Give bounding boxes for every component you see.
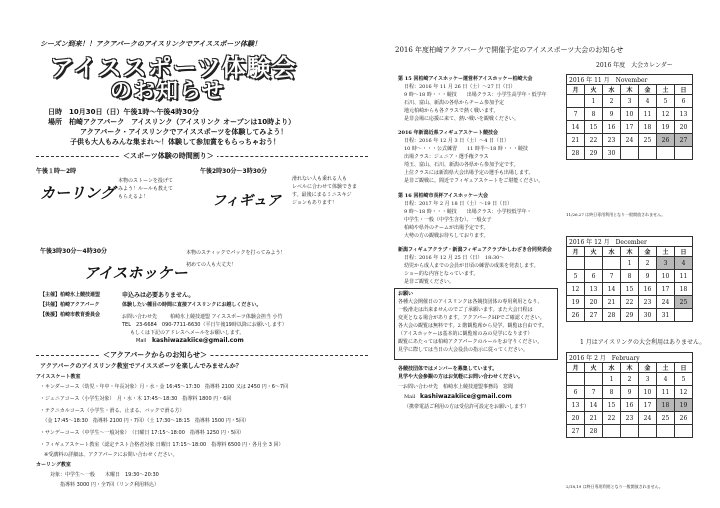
calendar-day: 25 (675, 296, 693, 309)
weekday-header: 日 (675, 363, 693, 373)
calendar-day: 30 (603, 147, 621, 160)
calendar-day: 14 (585, 399, 603, 412)
weekday-header: 火 (585, 363, 603, 373)
calendar-day: 28 (567, 147, 585, 160)
event-3-line-4: 柏崎や県外のチームが出場予定です。 (404, 225, 489, 231)
notice-line-5: （アイスホッケーは基本的に観覧席のみの見学になります） (398, 331, 533, 337)
event-2-line-1: 日程：2016 年 12 月 3 日（土）～4 日（日） (404, 138, 509, 144)
calendar-day: 7 (567, 108, 585, 121)
calendar-day: 19 (567, 296, 585, 309)
calendar-day: 4 (639, 95, 657, 108)
calendar-day: 16 (621, 399, 639, 412)
calendar-day: 13 (675, 108, 693, 121)
calendar-day: 15 (621, 283, 639, 296)
calendar-month-label: 2016 年 2 月 February (567, 353, 693, 363)
skate-line-1: ・キンダーコース（幼児・年中・年長対象）月・水・金 16:45～17:30 指導料 2100 又は 2450 円・6～7回 (40, 384, 289, 390)
event-4-line-1: 日程：2016 年 12 月 25 日（日） 18:30～ (404, 255, 505, 261)
skate-footnote: ※受講料の詳細は、アクアパークにお問い合わせください。 (44, 452, 178, 458)
calendar-day: 11 (657, 386, 675, 399)
calendar-day: 23 (603, 134, 621, 147)
calendar-day (585, 257, 603, 270)
calendar-day: 24 (657, 296, 675, 309)
calendar-day: 5 (657, 95, 675, 108)
calendar-day: 18 (657, 399, 675, 412)
right-title: 2016 年度柏崎アクアパークで開催予定のアイススポーツ大会のお知らせ (395, 46, 624, 54)
calendar-day: 20 (585, 296, 603, 309)
calendar-day (675, 147, 693, 160)
calendar-day: 19 (657, 121, 675, 134)
title-line-2: のお知らせ (110, 79, 225, 104)
weekday-header: 水 (603, 363, 621, 373)
contact-mail-label: Mail (136, 338, 147, 344)
event-1-line-3: 石川、富山、新潟の各県からチーム参加予定 (404, 100, 505, 106)
calendar-february (566, 352, 693, 438)
calendar-day: 18 (675, 283, 693, 296)
calendar-day: 1 (585, 95, 603, 108)
event-3-title: 第 16 回柏崎市長杯アイスホッケー大会 (398, 193, 488, 199)
calendar-day: 6 (585, 270, 603, 283)
event-1-line-2: 9 時～18 時・・・競技 出場クラス：小学生高学年・低学年 (404, 92, 547, 98)
inquiry-mail-label: Mail (404, 394, 416, 400)
weekday-header: 木 (621, 363, 639, 373)
calendar-day: 21 (567, 134, 585, 147)
calendar-day: 8 (621, 270, 639, 283)
session-1-desc-2: みよう！ルールも教えて (118, 186, 173, 192)
calendar-day: 13 (567, 399, 585, 412)
calendar-day: 29 (621, 309, 639, 322)
november-note: 11/26,27 は終日専用利用となり一般開放されません。 (566, 212, 666, 217)
calendar-day: 16 (639, 283, 657, 296)
calendar-day: 8 (585, 108, 603, 121)
calendar-day: 9 (603, 108, 621, 121)
calendar-day: 18 (639, 121, 657, 134)
calendar-day: 3 (639, 373, 657, 386)
event-3-line-3: 中学生・一般（中学生含む）、一般女子 (404, 217, 492, 223)
session-2-desc-3: す。最後にまるミニスキジ (292, 192, 352, 198)
event-place: 場所 柏崎アクアパーク アイスリンク（アイスリンク オープンは10時より） (48, 118, 296, 126)
calendar-day: 3 (657, 257, 675, 270)
calendar-december (566, 236, 693, 322)
calendar-day (657, 147, 675, 160)
event-2-line-3: 出場クラス：ジュニア・選手権クラス (404, 154, 489, 160)
calendar-day: 2 (639, 257, 657, 270)
calendar-day: 20 (567, 412, 585, 425)
session-1-time: 午後１時～2時 (36, 168, 77, 175)
session-2-sport: フィギュア (212, 193, 281, 209)
notice-line-6: 観覧にあたっては柏崎アクアパークのルールをお守りください。 (398, 339, 543, 345)
curling-line-2: 指導料 3000 円・全7回（リンク利用料込） (60, 482, 159, 488)
calendar-day (675, 309, 693, 322)
february-note: 2/18,19 は終日専用利用となり一般開放されません。 (566, 484, 663, 489)
contact-tel: TEL 23-6684 090-7711-6630（平日午後19時以降にお願いします） (122, 322, 287, 328)
calendar-day: 12 (675, 386, 693, 399)
recruit-line-2: 見学や大会参観の方はお気軽にお問い合わせください。 (398, 374, 524, 380)
weekday-header: 土 (657, 85, 675, 95)
calendar-day (567, 257, 585, 270)
calendar-day: 30 (639, 309, 657, 322)
weekday-header: 水 (603, 85, 621, 95)
calendar-day: 27 (675, 134, 693, 147)
event-2-line-4: 埼玉、富山、石川、新潟の各県から参加予定です。 (404, 162, 519, 168)
calendar-november (566, 74, 693, 160)
weekday-header: 金 (639, 363, 657, 373)
event-2-line-5: 上位クラスには新潟県大会出場予定の選手も出場します。 (404, 170, 534, 176)
calendar-day: 17 (657, 283, 675, 296)
contact-web: もしくは下記のアドレスへメールをお願いします。 (130, 330, 245, 336)
calendar-day: 12 (657, 108, 675, 121)
event-4-line-4: 是非ご観覧ください。 (404, 279, 455, 285)
inquiry-mail[interactable]: kashiwazakiice@gmail.com (420, 393, 512, 400)
calendar-day: 11 (675, 270, 693, 283)
schedule-heading: ＜スポーツ体験の時間割り＞ (120, 152, 217, 161)
calendar-day: 27 (585, 309, 603, 322)
organizer-host: 【主催】柏崎氷上競技連盟 (40, 292, 101, 298)
calendar-day: 9 (639, 270, 657, 283)
weekday-header: 火 (585, 85, 603, 95)
calendar-day: 23 (621, 412, 639, 425)
contact-org: 柏崎氷上競技連盟 アイススポーツ体験会担当 小竹 (170, 314, 283, 320)
notice-line-1: 各種大会開催日のアイスリンクは各競技団体の専用利用となり、 (398, 299, 543, 305)
event-2-title: 2016 年新潟近県フィギュアスケート競技会 (398, 130, 499, 136)
session-1-sport: カーリング (40, 184, 115, 202)
weekday-header: 金 (639, 247, 657, 257)
calendar-day: 26 (657, 134, 675, 147)
calendar-day: 21 (585, 412, 603, 425)
calendar-day: 1 (621, 257, 639, 270)
event-4-line-2: 幼児から成人までの会員が日頃の練習の成果を発表します。 (404, 263, 539, 269)
calendar-day: 15 (603, 399, 621, 412)
session-2-time: 午後2時30分～3時30分 (200, 168, 268, 175)
calendar-day: 27 (567, 425, 585, 438)
calendar-day: 21 (603, 296, 621, 309)
weekday-header: 金 (639, 85, 657, 95)
skate-line-4: （金 17:45～18:30 指導料 2100 円・7回）（土 17:30～18:15 指導料 1500 円・5回） (40, 418, 249, 424)
session-3-desc-1: 本物のスティックでパックを打ってみよう！ (186, 250, 286, 256)
calendar-day: 3 (621, 95, 639, 108)
skate-line-2: ・ジュニアコース（小学生対象） 月・水・木 17:45～18:30 指導料 1800 円・6回 (40, 396, 232, 402)
apply-note-2: 体験したい種目の時間に直接アイスリンクにお越しください。 (122, 302, 262, 308)
calendar-day: 31 (657, 309, 675, 322)
notice-line-2: 一般滑走は出来ませんのでご了承願います。また大会日程は (398, 307, 533, 313)
calendar-day: 29 (585, 147, 603, 160)
skate-line-3: ・テクニカルコース（小学生・滑る、止まる、バックで滑る方） (40, 408, 185, 414)
event-3-line-2: 9 時～18 時・・・競技 出場クラス：小学校低学年・ (404, 209, 532, 215)
calendar-day (675, 425, 693, 438)
calendar-day: 8 (603, 386, 621, 399)
tagline: シーズン到来！！アクアパークのアイスリンクでアイススポーツ体験！ (40, 40, 262, 48)
notice-line-4: 各大会の観覧は無料です。2 階観覧席から見学、観覧は自由です。 (398, 323, 547, 329)
notice-heading: お願い (398, 291, 414, 297)
december-note: 1 月はアイスリンクの大会利用はありません。 (580, 339, 706, 346)
event-1-line-5: 是非会場に応援に来て、熱い戦いを観戦ください。 (404, 116, 519, 122)
session-3-desc-2: 初めての人も大丈夫！ (186, 262, 237, 268)
calendar-day (567, 95, 585, 108)
event-2-line-6: 是非ご観戦に。間近でフィギュアスケートをご堪能ください。 (404, 178, 544, 184)
calendar-day (603, 425, 621, 438)
calendar-day: 25 (657, 412, 675, 425)
notice-line-7: 見学に際しては当日の大会役員の指示に従ってください。 (398, 347, 529, 353)
weekday-header: 水 (603, 247, 621, 257)
calendar-day: 14 (603, 283, 621, 296)
weekday-header: 木 (621, 247, 639, 257)
calendar-day: 1 (603, 373, 621, 386)
calendar-day: 24 (621, 134, 639, 147)
session-1-desc-3: もらえるよ！ (118, 194, 149, 200)
weekday-header: 日 (675, 85, 693, 95)
weekday-header: 月 (567, 85, 585, 95)
calendar-day: 11 (639, 108, 657, 121)
calendar-day: 28 (603, 309, 621, 322)
weekday-header: 火 (585, 247, 603, 257)
calendar-day: 24 (639, 412, 657, 425)
aqua-heading: ＜アクアパークからのお知らせ＞ (100, 351, 210, 360)
calendar-day: 4 (657, 373, 675, 386)
calendar-day: 2 (603, 95, 621, 108)
calendar-day: 15 (585, 121, 603, 134)
event-2-line-2: 10 時～・・・公式練習 11 時半～18 時・・・競技 (404, 146, 528, 152)
apply-note-1: 申込みは必要ありません。 (122, 292, 195, 299)
calendar-day: 10 (639, 386, 657, 399)
calendar-month-label: 2016 年 11 月 November (567, 75, 693, 85)
calendar-day: 25 (639, 134, 657, 147)
calendar-day: 16 (603, 121, 621, 134)
event-1-line-1: 日程：2016 年 11 月 26 日（土）～27 日（日） (404, 84, 516, 90)
event-4-line-3: ショー的な内容となっています。 (404, 271, 479, 277)
calendar-day (621, 425, 639, 438)
calendar-day: 19 (675, 399, 693, 412)
weekday-header: 木 (621, 85, 639, 95)
calendar-day: 10 (657, 270, 675, 283)
session-1-desc-1: 本物のストーンを投げて (118, 178, 173, 184)
calendar-day: 7 (603, 270, 621, 283)
calendar-day: 23 (639, 296, 657, 309)
calendar-day: 12 (567, 283, 585, 296)
calendar-day: 6 (675, 95, 693, 108)
event-1-title: 第 15 回柏崎アイスホッケー運営杯アイスホッケー柏崎大会 (398, 76, 533, 82)
calendar-day (603, 257, 621, 270)
lead-line-1: アクアパーク・アイスリンクでアイススポーツを体験してみよう！ (80, 128, 288, 136)
calendar-day (657, 425, 675, 438)
curling-class-heading: カーリング教室 (36, 462, 71, 468)
recruit-line-1: 各競技団体ではメンバーを募集しています。 (398, 366, 498, 372)
calendar-day: 26 (675, 412, 693, 425)
aqua-lead: アクアパークのアイスリンク教室でアイススポーツを楽しんでみませんか？ (40, 363, 242, 370)
calendar-day: 28 (585, 425, 603, 438)
calendar-day: 14 (567, 121, 585, 134)
inquiry-note: （携帯電話ご利用の方は受信許可設定をお願いします） (404, 404, 530, 410)
calendar-day: 7 (585, 386, 603, 399)
calendar-day: 17 (639, 399, 657, 412)
calendar-title: 2016 年度 大会カレンダー (596, 62, 673, 69)
lead-line-2: 子供も大人もみんな集まれ～！体験して参加賞をもらっちゃおう！ (70, 138, 280, 146)
event-1-line-4: 地元柏崎からも各クラスで熱く戦います。 (404, 108, 499, 114)
weekday-header: 日 (675, 247, 693, 257)
event-date: 日時 10月30日（日）午後1時～午後4時30分 (48, 108, 199, 116)
weekday-header: 土 (657, 247, 675, 257)
weekday-header: 土 (657, 363, 675, 373)
calendar-day: 13 (585, 283, 603, 296)
event-3-line-1: 日程：2017 年 2 月 18 日（土）～19 日（日） (404, 201, 513, 207)
session-3-time: 午後3時30分～4時30分 (40, 248, 108, 255)
calendar-day: 5 (675, 373, 693, 386)
session-2-desc-4: ジョンもあります！ (292, 200, 337, 206)
calendar-day (621, 147, 639, 160)
calendar-day: 22 (603, 412, 621, 425)
calendar-day: 2 (621, 373, 639, 386)
session-3-sport: アイスホッケー (84, 264, 188, 282)
calendar-day: 22 (621, 296, 639, 309)
calendar-day (585, 373, 603, 386)
skate-line-5: ・サンデーコース（中学生～一般対象） （日曜日 17:15～18:00 指導料 1250 円・5回） (40, 430, 244, 436)
calendar-day (639, 147, 657, 160)
calendar-month-label: 2016 年 12 月 December (567, 237, 693, 247)
organizer-cohost: 【共催】柏崎アクアパーク (40, 302, 100, 308)
calendar-day: 20 (675, 121, 693, 134)
calendar-day: 5 (567, 270, 585, 283)
notice-line-3: 変更となる場合があります。アクアパークHPでご確認ください。 (398, 315, 545, 321)
calendar-day: 4 (675, 257, 693, 270)
calendar-day: 22 (585, 134, 603, 147)
session-2-desc-2: レベルに合わせて体験できま (292, 184, 358, 190)
calendar-day: 6 (567, 386, 585, 399)
organizer-support: 【後援】柏崎市教育委員会 (40, 312, 101, 318)
inquiry-heading: 一お問い合わせ先 柏崎氷上競技連盟事務局 窓聞 (398, 384, 514, 390)
weekday-header: 月 (567, 247, 585, 257)
calendar-day: 26 (567, 309, 585, 322)
calendar-day: 17 (621, 121, 639, 134)
calendar-day: 10 (621, 108, 639, 121)
event-3-line-5: 大勢の方の観戦お待ちしております。 (404, 233, 489, 239)
weekday-header: 月 (567, 363, 585, 373)
contact-mail[interactable]: kashiwazakiice@gmail.com (152, 337, 244, 344)
skate-line-6: ・フィギュアスケート教室（認定テスト合格者対象 日曜日 17:15～18:00 指導料 6500 円・各月全 3 回） (40, 442, 284, 448)
contact-heading: お問い合わせ先 (122, 314, 158, 320)
curling-line-1: 対象：中学生～一般 木曜日 19:30～20:30 (50, 472, 159, 478)
session-2-desc-1: 滑れない人も乗れる人も (292, 176, 348, 182)
event-4-title: 新潟フィギュアクラブ・新潟フィギュアクラブかしわざき合同発表会 (398, 247, 552, 253)
calendar-day (567, 373, 585, 386)
title-line-1: アイススポーツ体験会 (50, 54, 297, 82)
skate-class-heading: アイススケート教室 (36, 374, 81, 380)
calendar-day (639, 425, 657, 438)
calendar-day: 9 (621, 386, 639, 399)
